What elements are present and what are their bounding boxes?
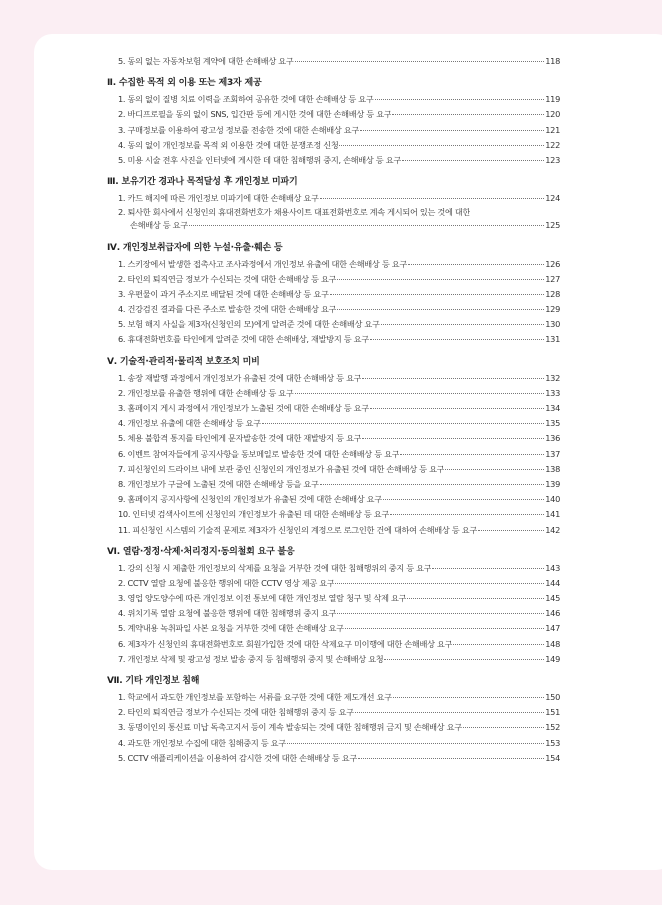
toc-entry-title: 4. 건강검진 결과를 다른 주소로 발송한 것에 대한 손해배상 요구: [118, 304, 337, 315]
toc-entry-title: 5. 체용 불합격 통지를 타인에게 문자발송한 것에 대한 재발방지 등 요구: [118, 433, 362, 444]
section-heading: Ⅴ. 기술적·관리적·물리적 보호조치 미비: [107, 356, 260, 367]
toc-entry-page: 135: [545, 418, 560, 429]
toc-entry-page: 118: [545, 56, 560, 66]
toc-entry-title: 6. 제3자가 신청인의 휴대전화번호로 회원가입한 것에 대한 삭제요구 미이행에 대한 손해배상 요구: [118, 638, 453, 649]
dot-leader: [362, 378, 544, 379]
toc-entry[interactable]: [72, 257, 560, 272]
toc-entry[interactable]: [72, 302, 560, 317]
toc-entry[interactable]: [72, 561, 560, 576]
toc-entry-title: 2. 개인정보를 유출한 행위에 대한 손해배상 등 요구: [118, 387, 294, 398]
section-heading: Ⅳ. 개인정보취급자에 의한 누설·유출·훼손 등: [107, 242, 283, 253]
toc-entry[interactable]: [72, 690, 560, 705]
dot-leader: [295, 393, 545, 394]
toc-entry[interactable]: [72, 720, 560, 735]
dot-leader: [402, 160, 544, 161]
table-of-contents: [72, 54, 560, 766]
toc-entry[interactable]: [72, 153, 560, 168]
toc-entry[interactable]: [72, 637, 560, 652]
dot-leader: [463, 727, 544, 728]
toc-entry[interactable]: [72, 138, 560, 153]
dot-leader: [295, 61, 545, 62]
dot-leader: [375, 99, 545, 100]
toc-entry-page: 150: [545, 692, 560, 702]
dot-leader: [287, 743, 544, 744]
toc-entry-page: 138: [545, 463, 560, 474]
toc-entry-page: 145: [545, 593, 560, 604]
toc-entry-page: 143: [545, 562, 560, 573]
toc-entry-title: 9. 홈페이지 공지사항에 신청인의 개인정보가 유출된 것에 대한 손해배상 요구: [118, 494, 382, 505]
toc-entry[interactable]: [72, 751, 560, 766]
toc-entry-title: 4. 위치기록 열람 요청에 불응한 행위에 대한 침해행위 중지 요구: [118, 608, 337, 619]
toc-entry-title: 2. 퇴사한 회사에서 신청인의 휴대전화번호가 채용사이트 대표전화번호로 계속 게시되어 있는 것에 대한: [118, 207, 471, 218]
toc-entry-title: 6. 이벤트 참여자들에게 공지사항을 동보메일로 발송한 것에 대한 손해배상 등 요구: [118, 448, 400, 459]
toc-entry-page: 123: [545, 154, 560, 165]
dot-leader: [360, 130, 544, 131]
dot-leader: [392, 114, 544, 115]
toc-entry-title: 2. 타인의 퇴직연금 정보가 수신되는 것에 대한 침해행위 중지 등 요구: [118, 707, 354, 718]
dot-leader: [189, 225, 544, 226]
toc-entry[interactable]: [72, 191, 560, 206]
dot-leader: [383, 499, 544, 500]
toc-entry-page: 129: [545, 304, 560, 315]
dot-leader: [432, 568, 544, 569]
toc-entry-title: 1. 송장 재발행 과정에서 개인정보가 유출된 것에 대한 손해배상 등 요구: [118, 372, 362, 383]
dot-leader: [384, 659, 544, 660]
toc-entry[interactable]: [72, 317, 560, 332]
toc-entry[interactable]: [72, 462, 560, 477]
toc-entry-title: 1. 강의 신청 시 제출한 개인정보의 삭제를 요청을 거부한 것에 대한 침해행위의 중지 등 요구: [118, 562, 432, 573]
dot-leader: [330, 294, 545, 295]
toc-entry-title: 2. 바디프로필을 동의 없이 SNS, 입간판 등에 게시한 것에 대한 손해배상 등 요구: [118, 109, 392, 120]
toc-entry-page: 140: [545, 494, 560, 505]
toc-entry[interactable]: [72, 371, 560, 386]
toc-entry-title: 6. 휴대전화번호를 타인에게 알려준 것에 대한 손해배상, 재발방지 등 요구: [118, 334, 369, 345]
dot-leader: [390, 514, 544, 515]
section-heading: Ⅶ. 기타 개인정보 침해: [107, 676, 200, 686]
toc-entry-page: 151: [545, 707, 560, 718]
toc-entry[interactable]: [72, 416, 560, 431]
dot-leader: [337, 309, 544, 310]
toc-entry-page: 132: [545, 372, 560, 383]
toc-entry[interactable]: [72, 507, 560, 522]
dot-leader: [320, 198, 545, 199]
toc-entry[interactable]: [72, 736, 560, 751]
toc-entry-title: 1. 학교에서 과도한 개인정보를 포함하는 서류를 요구한 것에 대한 제도개선 요구: [118, 692, 392, 702]
dot-leader: [337, 279, 544, 280]
toc-entry-page: 134: [545, 403, 560, 413]
toc-entry-page: 136: [545, 433, 560, 444]
toc-entry-title: 4. 과도한 개인정보 수집에 대한 침해중지 등 요구: [118, 737, 286, 748]
dot-leader: [262, 423, 544, 424]
section-heading: Ⅲ. 보유기간 경과나 목적달성 후 개인정보 미파기: [107, 177, 298, 188]
toc-entry-page: 133: [545, 387, 560, 398]
dot-leader: [335, 583, 544, 584]
dot-leader: [370, 339, 544, 340]
toc-entry[interactable]: [72, 591, 560, 606]
dot-leader: [453, 644, 544, 645]
toc-entry[interactable]: [72, 401, 560, 416]
toc-entry-page: 121: [545, 124, 560, 135]
toc-entry-title: 8. 개인정보가 구글에 노출된 것에 대한 손해배상 등을 요구: [118, 478, 319, 489]
toc-entry-page: 141: [545, 509, 560, 520]
dot-leader: [358, 758, 544, 759]
toc-entry-title: 3. 홈페이지 게시 과정에서 개인정보가 노출된 것에 대한 손해배상 등 요구: [118, 403, 369, 413]
toc-entry-page: 154: [545, 752, 560, 763]
toc-entry-page: 120: [545, 109, 560, 120]
toc-entry-title: 5. CCTV 애플리케이션을 이용하여 감시한 것에 대한 손해배상 등 요구: [118, 752, 357, 763]
section-heading: Ⅱ. 수집한 목적 외 이용 또는 제3자 제공: [107, 78, 262, 89]
dot-leader: [407, 598, 544, 599]
toc-entry-title: 5. 동의 없는 자동차보험 계약에 대한 손해배상 요구: [118, 56, 294, 66]
dot-leader: [355, 712, 545, 713]
toc-entry-page: 130: [545, 319, 560, 330]
toc-entry-title: 3. 영업 양도양수에 따른 개인정보 이전 통보에 대한 개인정보 열람 청구 및 삭제 요구: [118, 593, 407, 604]
toc-entry[interactable]: [72, 431, 560, 446]
toc-entry-page: 144: [545, 577, 560, 588]
toc-entry-page: 152: [545, 722, 560, 733]
toc-entry-page: 122: [545, 139, 560, 150]
toc-entry-page: 124: [545, 193, 560, 204]
toc-entry[interactable]: [72, 332, 560, 347]
toc-entry-title: 1. 카드 해지에 따른 개인정보 미파기에 대한 손해배상 요구: [118, 193, 319, 204]
dot-leader: [381, 324, 545, 325]
toc-entry-title: 4. 동의 없이 개인정보를 목적 외 이용한 것에 대한 분쟁조정 신청: [118, 139, 339, 150]
toc-entry-page: 128: [545, 288, 560, 299]
toc-entry-page: 147: [545, 623, 560, 634]
toc-entry-title: 10. 인터넷 검색사이트에 신청인의 개인정보가 유출된 데 대한 손해배상 등 요구: [118, 509, 390, 520]
toc-entry-page: 146: [545, 608, 560, 619]
toc-entry[interactable]: [72, 652, 560, 667]
toc-entry[interactable]: [72, 705, 560, 720]
toc-entry-title: 2. CCTV 열람 요청에 불응한 행위에 대한 CCTV 영상 제공 요구: [118, 577, 335, 588]
toc-entry-page: 149: [545, 653, 560, 664]
toc-entry-title: 3. 구매정보를 이용하여 광고성 정보를 전송한 것에 대한 손해배상 요구: [118, 124, 359, 135]
dot-leader: [339, 145, 544, 146]
toc-entry[interactable]: [72, 606, 560, 621]
toc-entry-title: 7. 피신청인의 드라이브 내에 보관 중인 신청인의 개인정보가 유출된 것에 대한 손해배상 등 요구: [118, 463, 445, 474]
toc-entry-page: 139: [545, 478, 560, 489]
toc-entry-page: 119: [545, 94, 560, 105]
toc-entry[interactable]: [72, 123, 560, 138]
toc-entry-title: 3. 동명이인의 통신료 미납 독촉고지서 등이 계속 발송되는 것에 대한 침해행위 금지 및 손해배상 요구: [118, 722, 462, 733]
toc-entry-title: 11. 피신청인 시스템의 기술적 문제로 제3자가 신청인의 계정으로 로그인한 건에 대하여 손해배상 등 요구: [118, 524, 477, 535]
toc-entry-title: 5. 보험 해지 사실을 제3자(신청인의 모)에게 알려준 것에 대한 손해배상 요구: [118, 319, 380, 330]
toc-entry-page: 126: [545, 258, 560, 269]
dot-leader: [400, 454, 544, 455]
toc-entry[interactable]: [72, 218, 560, 233]
toc-entry-title: 4. 개인정보 유출에 대한 손해배상 등 요구: [118, 418, 261, 429]
toc-entry-title: 1. 스키장에서 발생한 접촉사고 조사과정에서 개인정보 유출에 대한 손해배상 등 요구: [118, 258, 407, 269]
toc-entry-title: 5. 계약내용 녹취파일 사본 요청을 거부한 것에 대한 손해배상 요구: [118, 623, 344, 634]
toc-entry-page: 153: [545, 737, 560, 748]
dot-leader: [320, 484, 545, 485]
dot-leader: [370, 408, 544, 409]
dot-leader: [337, 613, 544, 614]
toc-entry-page: 125: [545, 220, 560, 231]
toc-entry[interactable]: [72, 107, 560, 122]
toc-entry[interactable]: [72, 92, 560, 107]
toc-entry[interactable]: [72, 447, 560, 462]
toc-entry[interactable]: [72, 287, 560, 302]
toc-entry[interactable]: [72, 54, 560, 69]
toc-entry[interactable]: [72, 477, 560, 492]
toc-entry[interactable]: [72, 206, 560, 218]
toc-entry-page: 127: [545, 273, 560, 284]
toc-entry-title: 7. 개인정보 삭제 및 광고성 정보 발송 중지 등 침해행위 중지 및 손해배상 요청: [118, 653, 384, 664]
dot-leader: [362, 438, 544, 439]
toc-entry-page: 137: [545, 448, 560, 459]
section-heading: Ⅵ. 열람·정정·삭제·처리정지·동의철회 요구 불응: [107, 546, 295, 557]
toc-entry-title: 5. 미용 시술 전후 사진을 인터넷에 게시한 데 대한 침해행위 중지, 손해배상 등 요구: [118, 154, 401, 165]
toc-entry-page: 148: [545, 638, 560, 649]
toc-entry-title: 2. 타인의 퇴직연금 정보가 수신되는 것에 대한 손해배상 등 요구: [118, 273, 337, 284]
toc-entry[interactable]: [72, 386, 560, 401]
toc-entry[interactable]: [72, 576, 560, 591]
dot-leader: [445, 469, 544, 470]
toc-entry[interactable]: [72, 523, 560, 538]
toc-entry-title: 손해배상 등 요구: [130, 220, 188, 231]
toc-entry-title: 3. 우편물이 과거 주소지로 배달된 것에 대한 손해배상 등 요구: [118, 288, 329, 299]
toc-entry[interactable]: [72, 272, 560, 287]
toc-entry[interactable]: [72, 621, 560, 636]
toc-entry-title: 1. 동의 없이 질병 치료 이력을 조회하여 공유한 것에 대한 손해배상 등 요구: [118, 94, 374, 105]
toc-entry[interactable]: [72, 492, 560, 507]
toc-entry-page: 142: [545, 524, 560, 535]
dot-leader: [345, 628, 544, 629]
dot-leader: [393, 697, 545, 698]
dot-leader: [408, 264, 544, 265]
dot-leader: [478, 530, 544, 531]
toc-entry-page: 131: [545, 334, 560, 345]
